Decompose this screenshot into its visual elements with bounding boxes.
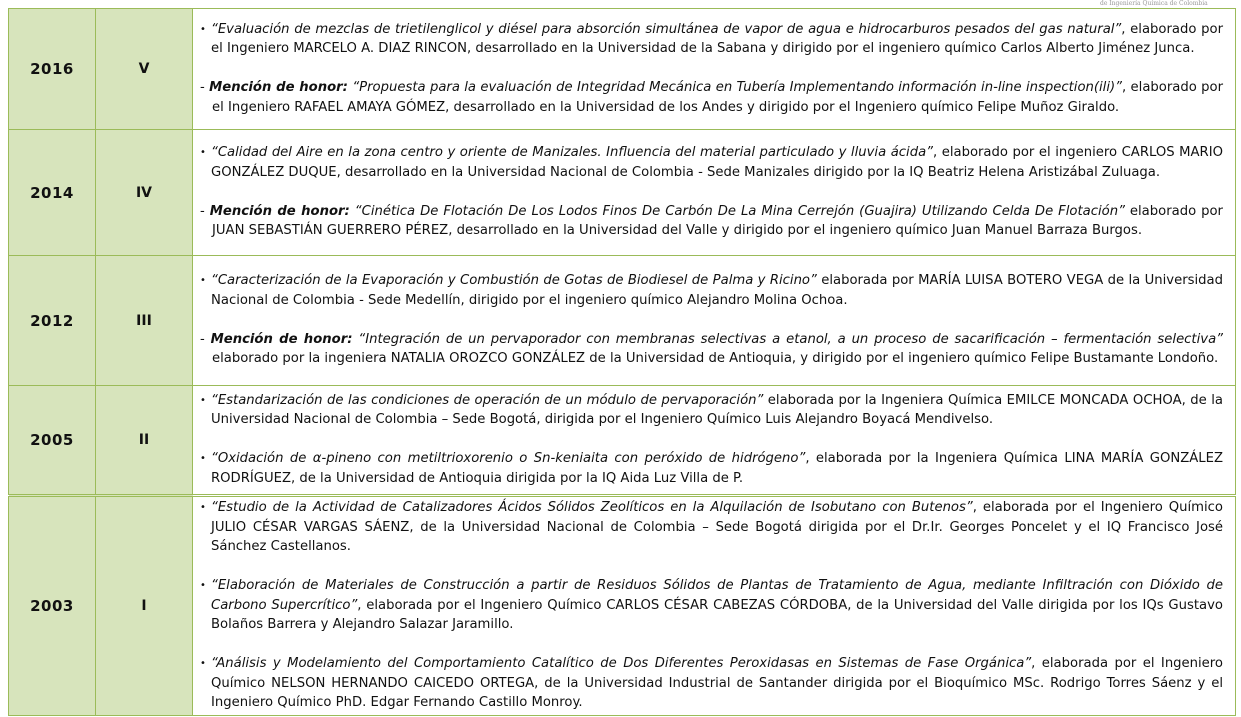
bullet-icon: • <box>200 147 206 159</box>
honor-label: Mención de honor: <box>210 331 353 347</box>
honor-mention: - Mención de honor: “Cinética De Flotación De Los Lodos Finos De Carbón De La Mina Cerrejón (Guajira) Utilizando Celda De Flotación” elaborado por JUAN SEBASTIÁN GUERRERO PÉREZ, desarrollado en la Universidad del Valle y dirigido por el ingeniero químico Juan Manuel Barraza Burgos. <box>200 203 1223 239</box>
list-item <box>200 654 1223 713</box>
list-item <box>200 576 1223 635</box>
work-title: “Estandarización de las condiciones de operación de un módulo de pervaporación” <box>211 392 764 408</box>
work-title: “Elaboración de Materiales de Construcción a partir de Residuos Sólidos de Plantas de Tratamiento de Agua, mediante Infiltración con Dióxido de Carbono Supercrítico” <box>211 578 1223 613</box>
year-cell: 2005 <box>9 386 96 496</box>
table-row <box>9 9 1236 130</box>
work-details: , elaborada por el Ingeniero Químico NELSON HERNANDO CAICEDO ORTEGA, de la Universidad Industrial de Santander dirigida por el Bioquímico MSc. Rodrigo Torres Sáenz y el Ingeniero Químico PhD. Edgar Fernando Castillo Monroy. <box>211 656 1223 710</box>
table-row <box>9 130 1236 256</box>
work-title: “Caracterización de la Evaporación y Combustión de Gotas de Biodiesel de Palma y Ricino” <box>211 273 817 289</box>
awards-table <box>8 8 1236 716</box>
edition-cell: III <box>96 256 193 386</box>
bullet-icon: • <box>200 580 206 591</box>
work-details: , elaborada por el Ingeniero Químico CARLOS CÉSAR CABEZAS CÓRDOBA, de la Universidad del Valle dirigida por los IQs Gustavo Bolaños Barrera y Alejandro Salazar Jaramillo. <box>211 597 1223 632</box>
work-title: “Propuesta para la evaluación de Integridad Mecánica en Tubería Implementando información in-line inspection(ili)” <box>352 80 1122 96</box>
work-title: “Análisis y Modelamiento del Comportamiento Catalítico de Dos Diferentes Peroxidasas en Sistemas de Fase Orgánica” <box>211 656 1032 671</box>
bullet-icon: • <box>200 275 206 287</box>
edition-cell: I <box>96 496 193 716</box>
honor-label: Mención de honor: <box>209 80 348 96</box>
list-item <box>200 449 1223 488</box>
year-cell: 2003 <box>9 496 96 716</box>
honor-mention: - Mención de honor: “Integración de un pervaporador con membranas selectivas a etanol, a un proceso de sacarificación – fermentación selectiva” elaborado por la ingeniera NATALIA OROZCO GONZÁLEZ de la Universidad de Antioquia, y dirigido por el ingeniero químico Felipe Bustamante Londoño. <box>200 331 1223 367</box>
header-text: de Ingeniería Química de Colombia <box>1100 0 1208 7</box>
work-details: elaborada por MARÍA LUISA BOTERO VEGA de la Universidad Nacional de Colombia - Sede Medellín, dirigido por el ingeniero químico Alejandro Molina Ochoa. <box>211 273 1223 308</box>
list-item <box>200 391 1223 430</box>
edition-cell: V <box>96 9 193 130</box>
description-cell <box>193 9 1236 130</box>
bullet-icon: • <box>200 453 206 465</box>
bullet-icon: • <box>200 502 206 513</box>
work-details: , elaborada por la Ingeniera Química LINA MARÍA GONZÁLEZ RODRÍGUEZ, de la Universidad de Antioquia dirigida por la IQ Aida Luz Villa de P. <box>211 451 1224 486</box>
bullet-icon: • <box>200 394 206 406</box>
work-details: , elaborado por el Ingeniero MARCELO A. DIAZ RINCON, desarrollado en la Universidad de la Sabana y dirigido por el ingeniero químico Carlos Alberto Jiménez Junca. <box>211 21 1223 57</box>
edition-cell: II <box>96 386 193 496</box>
list-item <box>200 143 1223 182</box>
list-item <box>200 20 1223 59</box>
edition-cell: IV <box>96 130 193 256</box>
work-details: elaborada por la Ingeniera Química EMILCE MONCADA OCHOA, de la Universidad Nacional de Colombia – Sede Bogotá, dirigida por el Ingeniero Químico Luis Alejandro Boyacá Mendivelso. <box>211 392 1223 428</box>
honor-label: Mención de honor: <box>209 203 350 219</box>
description-cell <box>193 386 1236 496</box>
work-details: , elaborado por el Ingeniero RAFAEL AMAYA GÓMEZ, desarrollado en la Universidad de los Andes y dirigido por el Ingeniero químico Felipe Muñoz Giraldo. <box>212 80 1224 115</box>
year-cell: 2016 <box>9 9 96 130</box>
work-title: “Estudio de la Actividad de Catalizadores Ácidos Sólidos Zeolíticos en la Alquilación de Isobutano con Butenos” <box>211 500 973 515</box>
work-title: “Cinética De Flotación De Los Lodos Finos De Carbón De La Mina Cerrejón (Guajira) Utilizando Celda De Flotación” <box>354 203 1125 219</box>
bullet-icon: • <box>200 658 206 669</box>
year-cell: 2014 <box>9 130 96 256</box>
description-cell <box>193 130 1236 256</box>
honor-mention: - Mención de honor: “Propuesta para la evaluación de Integridad Mecánica en Tubería Implementando información in-line inspection(ili)”, elaborado por el Ingeniero RAFAEL AMAYA GÓMEZ, desarrollado en la Universidad de los Andes y dirigido por el Ingeniero químico Felipe Muñoz Giraldo. <box>200 80 1224 115</box>
work-details: , elaborada por el Ingeniero Químico JULIO CÉSAR VARGAS SÁENZ, de la Universidad Nacional de Colombia – Sede Bogotá dirigida por el Dr.Ir. Georges Poncelet y el IQ Francisco José Sánchez Castellanos. <box>211 500 1223 554</box>
list-item <box>200 271 1223 310</box>
work-details: , elaborado por el ingeniero CARLOS MARIO GONZÁLEZ DUQUE, desarrollado en la Universidad Nacional de Colombia - Sede Manizales dirigido por la IQ Beatriz Helena Aristizábal Zuluaga. <box>211 145 1223 180</box>
list-item <box>200 498 1223 557</box>
work-details: elaborado por JUAN SEBASTIÁN GUERRERO PÉREZ, desarrollado en la Universidad del Valle y dirigido por el ingeniero químico Juan Manuel Barraza Burgos. <box>212 203 1223 239</box>
bullet-icon: • <box>200 23 206 35</box>
description-cell <box>193 256 1236 386</box>
table-row <box>9 256 1236 386</box>
year-cell: 2012 <box>9 256 96 386</box>
table-row <box>9 386 1236 496</box>
work-title: “Oxidación de α-pineno con metiltrioxorenio o Sn-keniaita con peróxido de hidrógeno” <box>211 451 806 467</box>
work-details: elaborado por la ingeniera NATALIA OROZCO GONZÁLEZ de la Universidad de Antioquia, y dirigido por el ingeniero químico Felipe Bustamante Londoño. <box>212 351 1219 367</box>
table-row <box>9 496 1236 716</box>
work-title: “Evaluación de mezclas de trietilenglicol y diésel para absorción simultánea de vapor de agua e hidrocarburos pesados del gas natural” <box>211 21 1122 37</box>
work-title: “Calidad del Aire en la zona centro y oriente de Manizales. Influencia del material particulado y lluvia ácida” <box>211 145 933 161</box>
description-cell <box>193 496 1236 716</box>
work-title: “Integración de un pervaporador con membranas selectivas a etanol, a un proceso de sacarificación – fermentación selectiva” <box>358 331 1223 347</box>
